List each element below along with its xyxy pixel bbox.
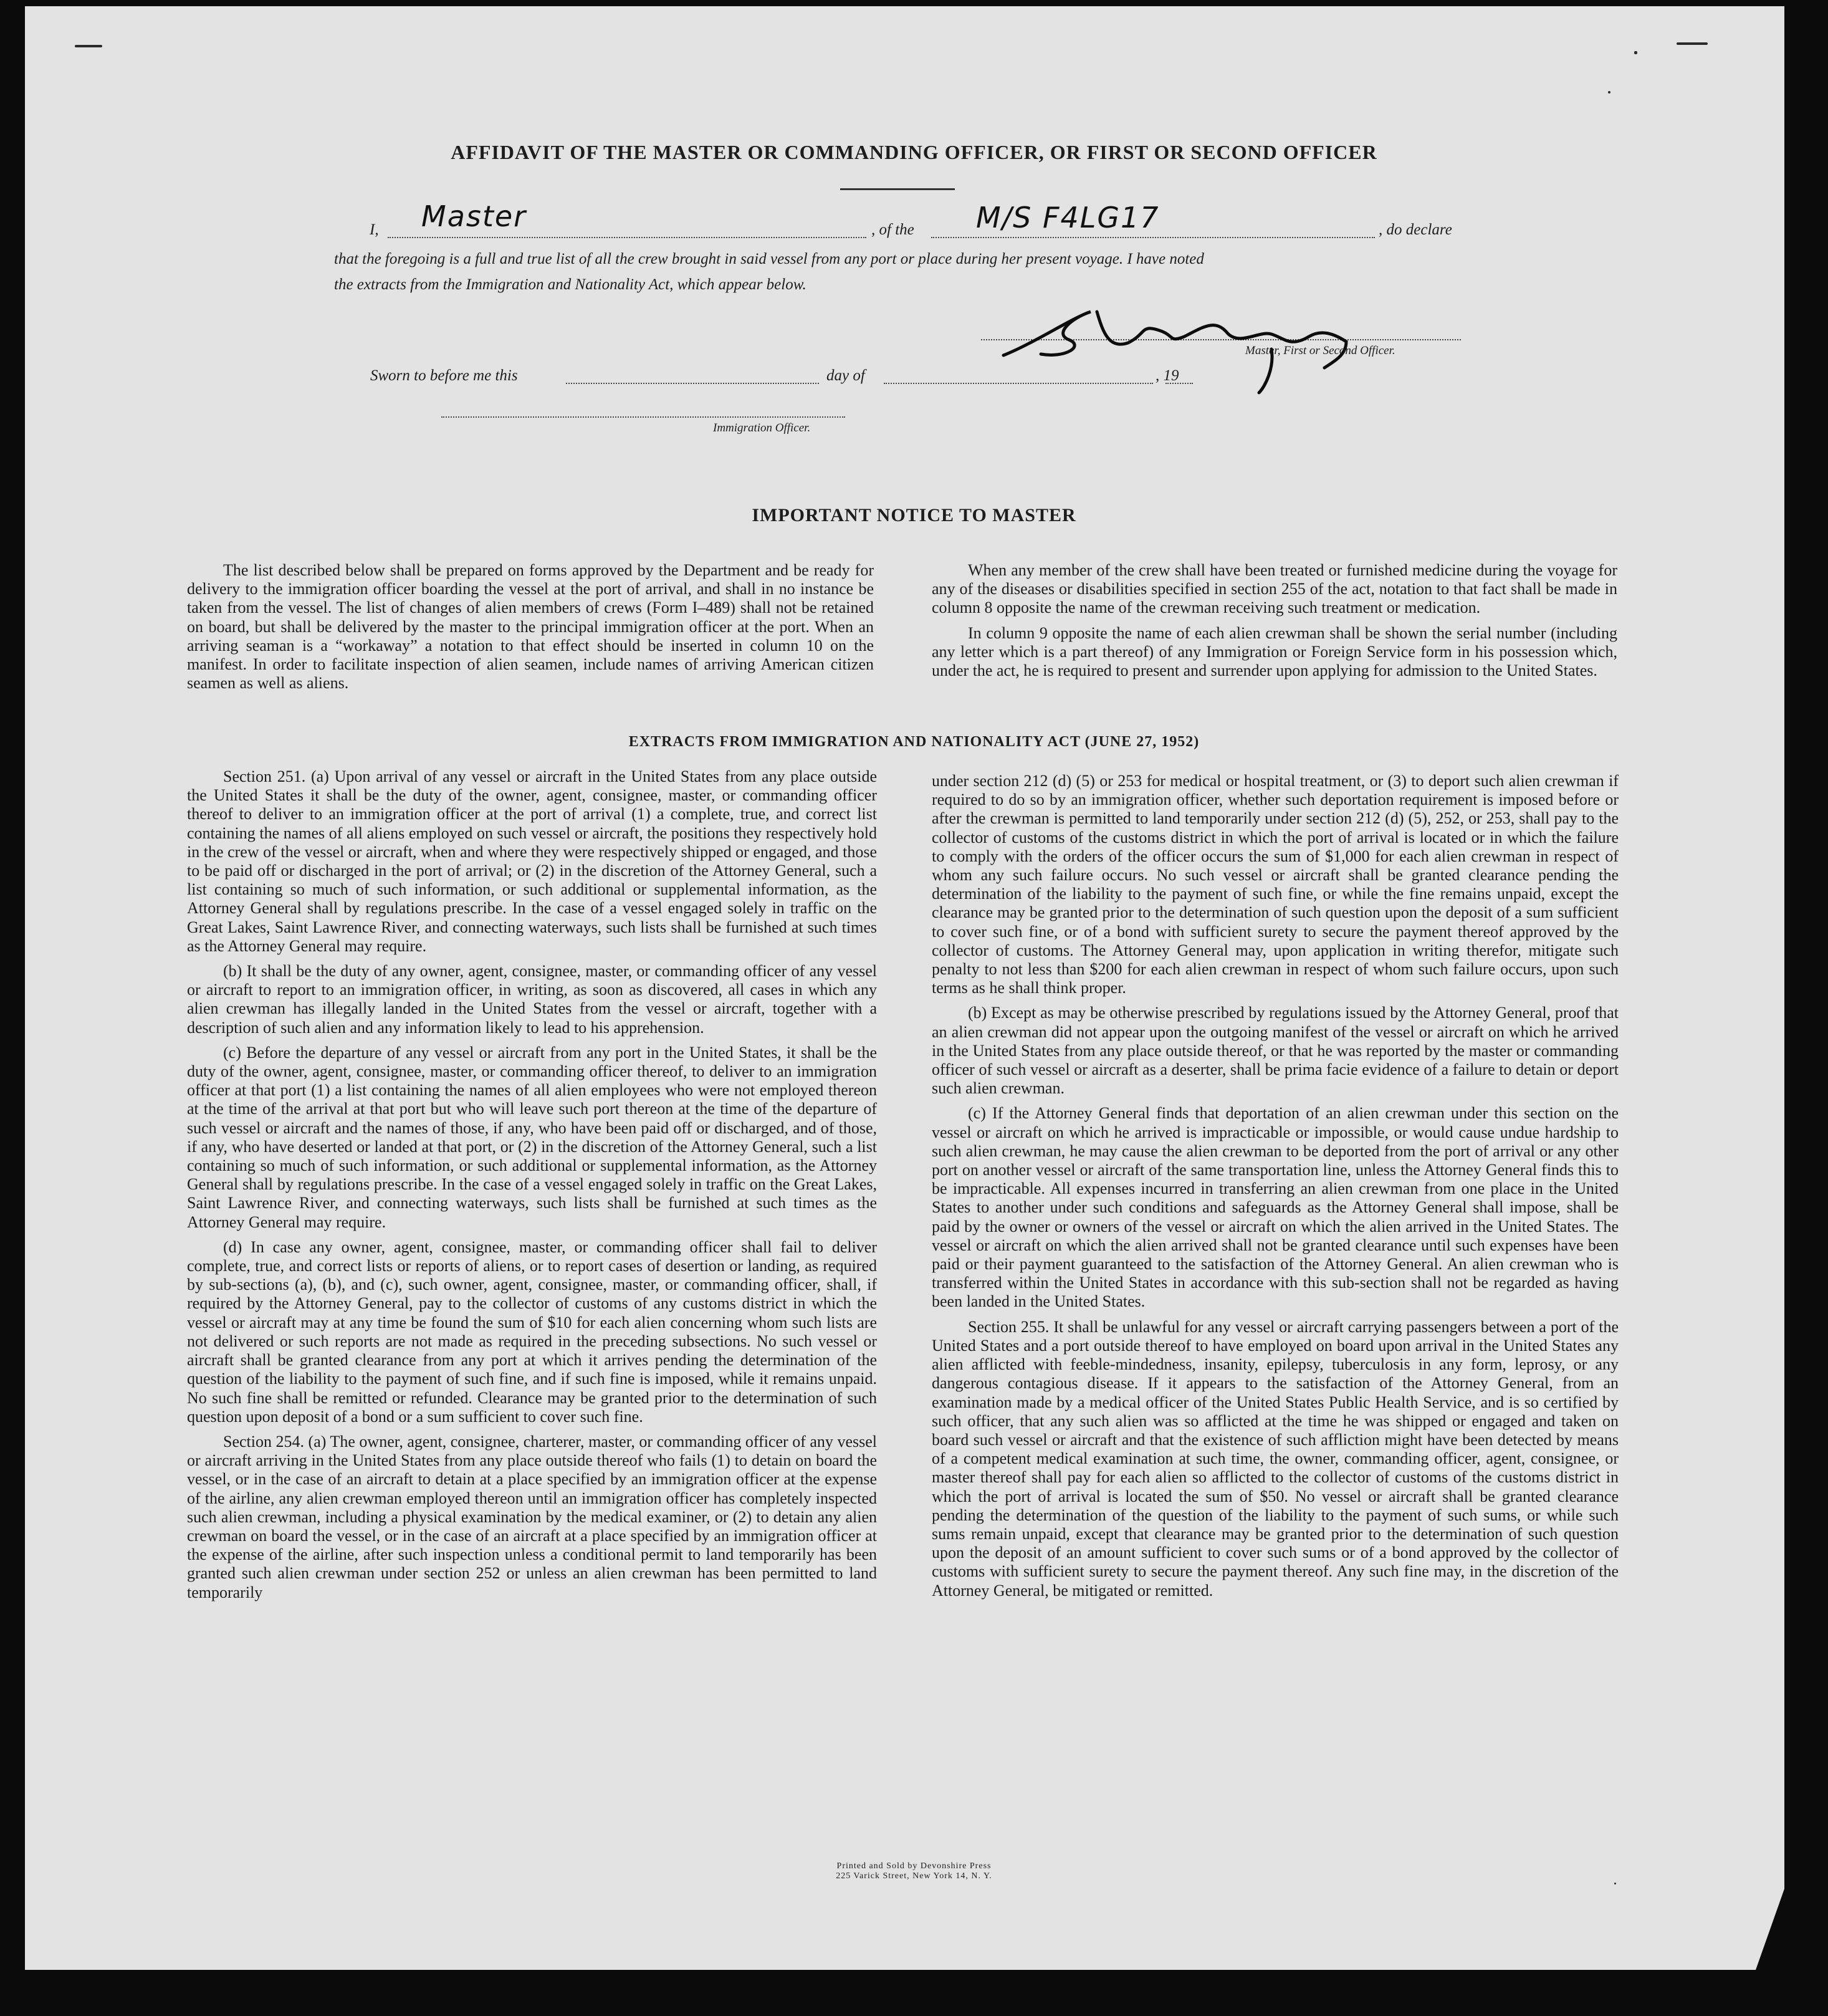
sworn-label: Sworn to before me this [370, 367, 518, 384]
vessel-handwriting: M/S F4LG17 [976, 201, 1160, 234]
printer-line: 225 Varick Street, New York 14, N. Y. [836, 1871, 992, 1881]
extracts-right-column [932, 772, 1619, 1606]
section-paragraph: (d) In case any owner, agent, consignee, master, or commanding officer shall fail to deliver complete, true, and correct lists or reports of aliens, or to report cases of desertion or landing, as required by sub-sections (a), (b), and (c), such owner, agent, consignee, master, or commanding officer, shall, if required by the Attorney General, pay to the collector of customs of any customs district in which the vessel or aircraft may at any time be found the sum of $10 for each alien concerning whom such lists are not delivered or such reports are not made as required in the preceding subsections. No such vessel or aircraft shall be granted clearance from any port at which it arrives pending the determination of the question of the liability to the payment of such fine, and if such fine is imposed, while it remains unpaid. No such fine shall be remitted or refunded. Clearance may be granted prior to the determination of such question upon deposit of a bond or a sum sufficient to cover such fine. [187, 1237, 877, 1426]
scan-mark [1677, 42, 1708, 45]
i-label: I, [370, 221, 379, 238]
notice-paragraph: When any member of the crew shall have been treated or furnished medicine during the voyage for any of the diseases or disabilities specified in section 255 of the act, notation to that fact shall be made in column 8 opposite the name of the crewman receiving such treatment or medication. [932, 561, 1617, 617]
section-paragraph: Section 251. (a) Upon arrival of any vessel or aircraft in the United States from any place outside the United States it shall be the duty of the owner, agent, consignee, master, or commanding officer thereof to deliver to an immigration officer at the port of arrival (1) a complete, true, and correct list containing the names of all aliens employed on such vessel or aircraft, the positions they respectively hold in the crew of the vessel or aircraft, when and where they were respectively shipped or engaged, and those to be paid off or discharged in the port of arrival; or (2) in the discretion of the Attorney General, such a list containing so much of such information, or such additional or supplemental information, as the Attorney General shall by regulations prescribe. In the case of a vessel engaged solely in traffic on the Great Lakes, Saint Lawrence River, and connecting waterways, such lists shall be furnished at such times as the Attorney General may require. [187, 767, 877, 955]
printer-imprint [0, 1861, 1828, 1881]
notice-paragraph: In column 9 opposite the name of each alien crewman shall be shown the serial number (including any letter which is a part thereof) of any Immigration or Foreign Service form in his possession which, under the act, he is required to present and surrender upon applying for admission to the United States. [932, 623, 1617, 680]
page-fold [1756, 1889, 1784, 1970]
declaration-line-2: that the foregoing is a full and true list of all the crew brought in said vessel from any port or place during her present voyage. I have noted [334, 251, 1204, 267]
printer-line: Printed and Sold by Devonshire Press [836, 1861, 992, 1871]
immigration-officer-caption: Immigration Officer. [713, 421, 811, 434]
sworn-year-blank [1165, 383, 1193, 384]
officer-blank [388, 237, 866, 238]
section-paragraph: (b) Except as may be otherwise prescribed by regulations issued by the Attorney General, proof that an alien crewman did not appear upon the outgoing manifest of the vessel or aircraft on which he arrived in the United States from any place outside thereof, or that he was reported by the master or commanding officer of such vessel or aircraft as a deserter, shall be prima facie evidence of a failure to detain or deport such alien crewman. [932, 1004, 1619, 1098]
scan-mark [1608, 91, 1610, 94]
scan-mark [75, 45, 102, 47]
notice-left-column [187, 561, 874, 699]
title-divider [840, 188, 955, 190]
section-paragraph: Section 254. (a) The owner, agent, consignee, charterer, master, or commanding officer of any vessel or aircraft arriving in the United States from any place outside thereof who fails (1) to detain on board the vessel, or in the case of an aircraft to detain at a place specified by an immigration officer at the expense of the airline, any alien crewman employed thereon until an immigration officer has completely inspected such alien crewman, including a physical examination by the medical examiner, or (2) to detain any alien crewman on board the vessel, or in the case of an aircraft at a place specified by an immigration officer at the expense of the airline, after such inspection unless a conditional permit to land temporarily has been granted such alien crewman under section 252 or unless an alien crewman has been permitted to land temporarily [187, 1432, 877, 1601]
do-declare-label: , do declare [1379, 221, 1452, 238]
sworn-day-blank [566, 383, 819, 384]
extracts-title: EXTRACTS FROM IMMIGRATION AND NATIONALITY ACT (JUNE 27, 1952) [628, 734, 1200, 750]
extracts-left-column [187, 767, 877, 1608]
signature-graphic [997, 274, 1396, 399]
section-paragraph: (c) Before the departure of any vessel or aircraft from any port in the United States, it shall be the duty of the owner, agent, consignee, master, or commanding officer thereof, to deliver to an immigration officer at that port (1) a list containing the names of all alien employees who were not employed thereon at the time of the arrival at that port but who will leave such port thereon at the time of the departure of such vessel or aircraft and the names of those, if any, who have been paid off or discharged, and of those, if any, who have deserted or landed at that port, or (2) in the discretion of the Attorney General, such a list containing so much of such information, or such additional or supplemental information, as the Attorney General shall by regulations prescribe. In the case of a vessel engaged solely in traffic on the Great Lakes, Saint Lawrence River, and connecting waterways, such lists shall be furnished at such times as the Attorney General may require. [187, 1043, 877, 1231]
section-paragraph: Section 255. It shall be unlawful for any vessel or aircraft carrying passengers between a port of the United States and a port outside thereof to have employed on board upon arrival in the United States any alien afflicted with feeble-mindedness, insanity, epilepsy, tuberculosis in any form, leprosy, or any dangerous contagious disease. If it appears to the satisfaction of the Attorney General, from an examination made by a medical officer of the United States Public Health Service, and is so certified by such officer, that any such alien was so afflicted at the time he was shipped or engaged and taken on board such vessel or aircraft and that the existence of such affliction might have been detected by means of a competent medical examination at such time, the owner, commanding officer, agent, consignee, or master thereof shall pay for each alien so afflicted to the collector of customs of the customs district in which the port of arrival is located the sum of $50. No vessel or aircraft shall be granted clearance pending the determination of the question of the liability to the payment of such sums, or while such sums remain unpaid, except that clearance may be granted prior to the determination of such question upon the deposit of an amount sufficient to cover such sums or of a bond approved by the collector of customs with sufficient surety to secure the payment thereof. Any such fine may, in the discretion of the Attorney General, be mitigated or remitted. [932, 1317, 1619, 1600]
year-label: , 19 [1156, 367, 1179, 384]
notice-paragraph: The list described below shall be prepared on forms approved by the Department and be ready for delivery to the immigration officer boarding the vessel at the port of arrival, and shall in no instance be taken from the vessel. The list of changes of alien members of crews (Form I–489) shall not be retained on board, but shall be delivered by the master to the principal immigration officer at the port. When an arriving seaman is a “workaway” a notation to that effect should be inserted in column 10 on the manifest. In order to facilitate inspection of alien seamen, include names of arriving American citizen seamen as well as aliens. [187, 561, 874, 693]
section-paragraph: (c) If the Attorney General finds that deportation of an alien crewman under this section on the vessel or aircraft on which he arrived is impracticable or impossible, or would cause undue hardship to such alien crewman, he may cause the alien crewman to be deported from the port of arrival or any other port on another vessel or aircraft of the same transportation line, unless the Attorney General finds this to be impracticable. All expenses incurred in transferring an alien crewman from one place in the United States to another under such conditions and safeguards as the Attorney General shall impose, shall be paid by the owner or owners of the vessel or aircraft on which the alien arrived in the United States. The vessel or aircraft on which the alien arrived shall not be granted clearance until such expenses have been paid or their payment guaranteed to the satisfaction of the Attorney General. An alien crewman who is transferred within the United States in accordance with this sub-section shall not be regarded as having been landed in the United States. [932, 1104, 1619, 1311]
of-the-label: , of the [871, 221, 914, 238]
signature-caption: Master, First or Second Officer. [1245, 344, 1395, 357]
notice-title: IMPORTANT NOTICE TO MASTER [752, 505, 1076, 526]
scan-mark [1634, 51, 1637, 54]
scan-mark [1614, 1883, 1616, 1884]
vessel-blank [931, 237, 1375, 238]
officer-handwriting: Master [421, 199, 527, 233]
day-of-label: day of [826, 367, 865, 384]
notice-right-column [932, 561, 1617, 686]
section-paragraph: (b) It shall be the duty of any owner, agent, consignee, master, or commanding officer of any vessel or aircraft to report to an immigration officer, in writing, as soon as discovered, all cases in which any alien crewman has illegally landed in the United States from the vessel or aircraft, together with a description of such alien and any information likely to lead to his apprehension. [187, 962, 877, 1037]
affidavit-title: AFFIDAVIT OF THE MASTER OR COMMANDING OFFICER, OR FIRST OR SECOND OFFICER [451, 141, 1377, 163]
immigration-officer-line [441, 416, 845, 418]
section-paragraph: under section 212 (d) (5) or 253 for medical or hospital treatment, or (3) to deport such alien crewman if required to do so by an immigration officer, whether such deportation requirement is imposed before or after the crewman is permitted to land temporarily under section 212 (d) (5), 252, or 253, shall pay to the collector of customs of the customs district in which the port of arrival is located or in which the failure to comply with the orders of the officer occurs the sum of $1,000 for each alien crewman in respect of whom any such failure occurs. No such vessel or aircraft shall be granted clearance pending the determination of the liability to the payment of such fine, or while the fine remains unpaid, except the clearance may be granted prior to the determination of such question upon the deposit of a sum sufficient to cover such fine, or of a bond with sufficient surety to secure the payment thereof approved by the collector of customs. The Attorney General may, upon application in writing therefor, mitigate such penalty to not less than $200 for each alien crewman in respect of whom such failure occurs, upon such terms as he shall think proper. [932, 772, 1619, 997]
declaration-line-3: the extracts from the Immigration and Nationality Act, which appear below. [334, 276, 806, 293]
sworn-month-blank [884, 383, 1153, 384]
